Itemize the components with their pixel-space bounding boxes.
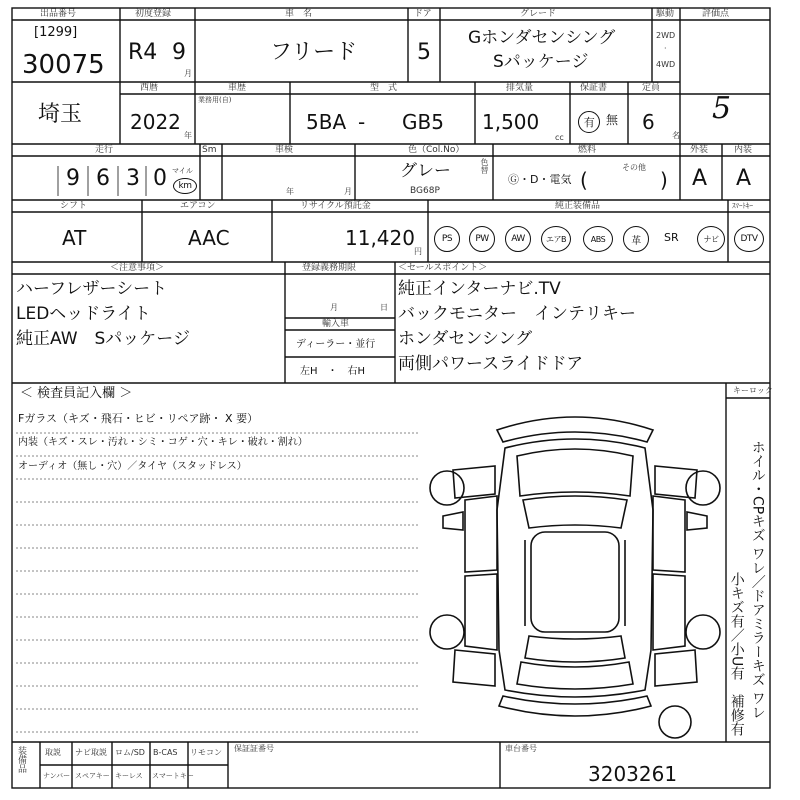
grade-line1: Gホンダセンシング [468, 28, 616, 48]
cc-unit: cc [555, 133, 564, 142]
sales-line-3: ホンダセンシング [398, 329, 533, 349]
model-label: 型 式 [370, 83, 398, 93]
inspector-title: ＜ 検査員記入欄 ＞ [20, 386, 133, 401]
equipment-note: ｽﾏｰﾄｷｰ [732, 202, 753, 210]
color: グレー [400, 161, 451, 181]
mileage-digit-1: 9 [66, 166, 80, 191]
shift-label: シフト [60, 201, 88, 211]
chassis-label: 車台番号 [505, 744, 537, 753]
registration-label: 登録義務期限 [302, 263, 357, 273]
equip-airbag: エアB [541, 226, 571, 252]
import-label: 輸入車 [322, 319, 350, 329]
history-value: 業務用(自) [198, 96, 232, 104]
fuel-paren-close: ) [660, 168, 668, 192]
sales-label: ＜セールスポイント＞ [398, 263, 488, 273]
score-label: 評価点 [702, 9, 730, 19]
car-name: フリード [270, 40, 358, 65]
drive-4wd: 4WD [656, 60, 676, 69]
caution-line-1: ハーフレザーシート [16, 279, 168, 299]
registration-day-unit: 日 [380, 303, 388, 312]
footer-item-rom-sd: ロム/SD [115, 748, 145, 757]
western-label: 西暦 [140, 83, 159, 93]
odo-label: Sm [202, 145, 217, 155]
chassis-number: 3203261 [588, 762, 678, 786]
model-code: GB5 [402, 110, 444, 134]
inspection-month-unit: 月 [344, 187, 352, 196]
equipment-label: 純正装備品 [555, 201, 601, 211]
ac: AAC [188, 226, 230, 250]
warranty-yes-circled: 有 [578, 111, 600, 133]
footer-item-remote: リモコン [190, 748, 222, 757]
registration-month-unit: 月 [330, 303, 338, 312]
caution-label: ＜注意事項＞ [110, 263, 165, 273]
equip-leather: 革 [623, 226, 649, 252]
footer-item-manual: 取説 [45, 748, 61, 757]
inspector-line-2: 内装（キズ・スレ・汚れ・シミ・コゲ・穴・キレ・破れ・割れ） [18, 437, 308, 448]
region: 埼玉 [38, 102, 83, 127]
footer-item-keyless: キーレス [115, 772, 143, 780]
recycle: 11,420 [345, 226, 415, 250]
model-prefix: 5BA [306, 110, 347, 134]
fuel-other: その他 [622, 163, 646, 172]
displacement: 1,500 [482, 110, 540, 134]
lot-number: 30075 [22, 50, 105, 80]
exterior-grade: A [692, 166, 708, 191]
mileage-digit-4: 0 [153, 166, 167, 191]
mileage-digit-3: 3 [126, 166, 140, 191]
fuel-paren-open: ( [580, 168, 588, 192]
km-unit-circled: km [173, 178, 197, 194]
sales-line-1: 純正インターナビ.TV [398, 279, 561, 299]
interior-grade: A [736, 166, 752, 191]
displacement-label: 排気量 [506, 83, 534, 93]
capacity-label: 定員 [642, 83, 661, 93]
reg-month: 9 [172, 40, 186, 65]
fuel-label: 燃料 [578, 145, 597, 155]
history-label: 車歴 [228, 83, 247, 93]
car-name-label: 車 名 [285, 9, 313, 19]
equip-ps: PS [434, 226, 460, 252]
mileage-label: 走行 [95, 145, 114, 155]
warranty-no: 無 [606, 113, 619, 127]
fuel-options: Ⓖ・D・電気 [508, 173, 572, 186]
footer-docs-label: 装備品 [16, 746, 26, 773]
equip-aw: AW [505, 226, 531, 252]
score: 5 [712, 91, 732, 126]
caution-line-2: LEDヘッドライト [16, 304, 151, 324]
doors: 5 [417, 40, 431, 65]
capacity-unit: 名 [672, 131, 680, 140]
lot-label: 出品番号 [40, 9, 77, 19]
grade-line2: Sパッケージ [493, 52, 589, 72]
drive-label: 駆動 [656, 9, 675, 19]
caution-line-3: 純正AW Sパッケージ [16, 329, 190, 349]
car-diagram [425, 400, 725, 740]
footer-item-smart-key: スマートキー [152, 772, 194, 780]
first-reg-label: 初度登録 [135, 9, 172, 19]
equip-dtv: DTV [734, 226, 764, 252]
month-unit: 月 [184, 69, 192, 78]
year-unit: 年 [184, 131, 192, 140]
inspector-vertical-note-1: ホイル・CPキズ ワレ／ドアミラーキズ ワレ [749, 440, 766, 720]
footer-receipt-label: 保証証番号 [234, 744, 274, 753]
reg-year: 2022 [130, 110, 181, 134]
footer-item-spare-key: スペアキー [75, 772, 110, 780]
import-handle: 左H ・ 右H [300, 366, 366, 377]
era-year: R4 [128, 40, 158, 65]
inspection-year-unit: 年 [286, 187, 294, 196]
color-label: 色（Col.No） [408, 145, 465, 155]
color-change-label: 色替 [480, 158, 489, 174]
inspector-line-1: Fガラス（キズ・飛石・ヒビ・リペア跡・ X 要） [18, 412, 259, 425]
equip-pw: PW [469, 226, 495, 252]
warranty-label: 保証書 [580, 83, 608, 93]
inspector-vertical-note-2: 小キズ有／小U有 補修有 [728, 572, 745, 737]
footer-item-plate: ナンバー [43, 772, 71, 780]
yen-unit: 円 [414, 247, 422, 256]
mileage-digit-2: 6 [96, 166, 110, 191]
footer-item-bcas: B-CAS [153, 748, 178, 757]
drive-2wd: 2WD [656, 31, 676, 40]
equip-navi: ナビ [697, 226, 725, 252]
ac-label: エアコン [180, 201, 216, 211]
model-dash: - [358, 110, 366, 134]
shift: AT [62, 226, 87, 250]
equip-abs: ABS [583, 226, 613, 252]
equip-sunroof: SR [664, 231, 679, 244]
recycle-label: リサイクル預託金 [300, 201, 371, 211]
doors-label: ドア [414, 9, 432, 19]
sales-line-4: 両側パワースライドドア [398, 354, 584, 374]
lot-small: [1299] [34, 25, 78, 40]
keylock-label: キーロック [733, 386, 773, 395]
interior-label: 内装 [734, 145, 753, 155]
inspector-line-3: オーディオ（無し・穴）／タイヤ（スタッドレス） [18, 461, 247, 472]
capacity: 6 [642, 110, 655, 134]
inspection-label: 車検 [275, 145, 294, 155]
drive-sep: · [664, 44, 667, 53]
mile-unit: マイル [172, 167, 193, 175]
import-dealer: ディーラー・並行 [296, 339, 376, 350]
sales-line-2: バックモニター インテリキー [398, 304, 636, 324]
grade-label: グレード [520, 9, 557, 19]
exterior-label: 外装 [690, 145, 709, 155]
color-code: BG68P [410, 186, 440, 196]
footer-item-navi-manual: ナビ取説 [75, 748, 107, 757]
